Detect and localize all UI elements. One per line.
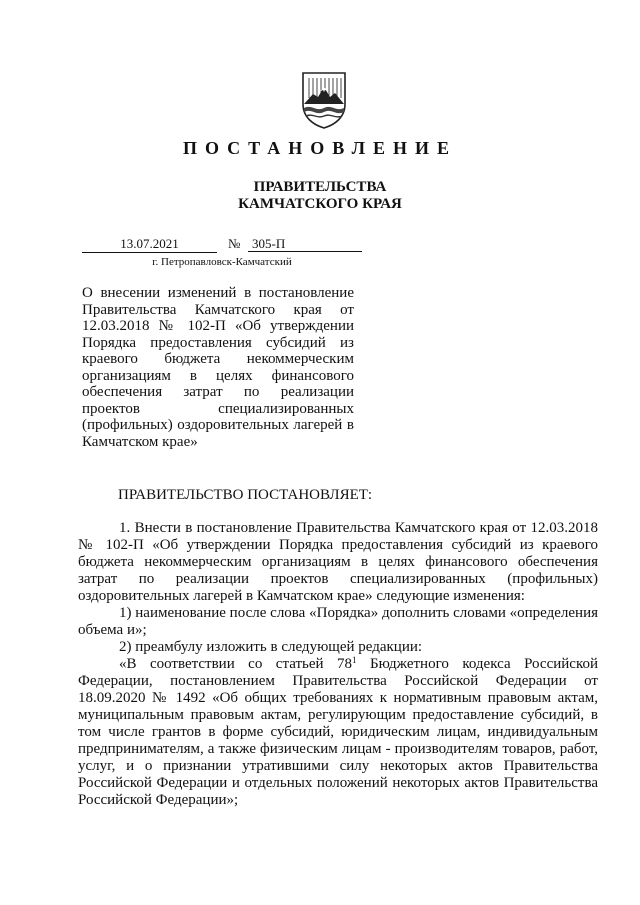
number-sign: № xyxy=(228,236,241,251)
superscript: 1 xyxy=(352,655,357,665)
subject-line: краевого бюджета некоммерческим xyxy=(82,351,354,367)
city-label: г. Петропавловск-Камчатский xyxy=(152,256,292,268)
body-line: муниципальным правовым актам, регулирующим предоставление субсидий, в xyxy=(78,707,598,723)
issuer-line-1: ПРАВИТЕЛЬСТВА xyxy=(253,179,387,195)
body-line: Федерации, постановлением Правительства Российской Федерации от xyxy=(78,673,598,689)
document-type-title: ПОСТАНОВЛЕНИЕ xyxy=(182,138,458,158)
subject-line: обеспечения затрат по реализации xyxy=(82,384,354,400)
subject-line: проектов специализированных xyxy=(82,400,354,417)
body-text: «В соответствии со статьей 78 xyxy=(119,656,353,672)
subject-line: Камчатском крае» xyxy=(82,433,198,450)
issuer-line-2: КАМЧАТСКОГО КРАЯ xyxy=(238,196,402,212)
body-line: Российской Федерации»; xyxy=(78,792,239,808)
body-line: бюджета некоммерческим организациям в целях финансового обеспечения xyxy=(78,554,598,570)
decree-heading: ПРАВИТЕЛЬСТВО ПОСТАНОВЛЯЕТ: xyxy=(118,487,373,503)
body-line: объема и»; xyxy=(78,622,147,638)
subject-line: 12.03.2018 № 102-П «Об утверждении xyxy=(82,318,354,334)
subject-line: О внесении изменений в постановление xyxy=(82,285,354,301)
body-line: предпринимателям, а также физическим лицам - производителям товаров, работ, xyxy=(78,741,598,757)
body-line: 1) наименование после слова «Порядка» дополнить словами «определения xyxy=(119,605,598,621)
body-line: том числе грантов в форме субсидий, юридическим лицам, индивидуальным xyxy=(78,724,598,740)
body-line: 18.09.2020 № 1492 «Об общих требованиях к нормативным правовым актам, xyxy=(78,690,598,706)
body-line: Российской Федерации и отдельных положений некоторых актов Правительства xyxy=(78,775,598,791)
body-line-with-superscript xyxy=(78,656,598,673)
subject-line: Правительства Камчатского края от xyxy=(82,301,354,318)
subject-line: (профильных) оздоровительных лагерей в xyxy=(82,417,354,433)
document-body xyxy=(78,520,598,809)
body-line: услуг, и о признании утратившими силу некоторых актов Правительства xyxy=(78,758,598,774)
body-line: 2) преамбулу изложить в следующей редакции: xyxy=(119,639,423,655)
body-line: 1. Внести в постановление Правительства Камчатского края от 12.03.2018 xyxy=(119,520,598,536)
subject-line: Порядка предоставления субсидий из xyxy=(82,334,354,351)
subject-line: организациям в целях финансового xyxy=(82,367,354,384)
body-line: оздоровительных лагерей в Камчатском крае» следующие изменения: xyxy=(78,588,525,604)
document-date: 13.07.2021 xyxy=(82,236,217,253)
subject-block xyxy=(82,285,354,450)
kamchatka-coat-of-arms-icon xyxy=(300,70,348,130)
body-line: затрат по реализации проектов специализированных (профильных) xyxy=(78,571,598,587)
document-number: 305-П xyxy=(248,236,362,252)
body-line: № 102-П «Об утверждении Порядка предоставления субсидий из краевого xyxy=(78,537,598,553)
body-text: Бюджетного кодекса Российской xyxy=(356,656,598,672)
